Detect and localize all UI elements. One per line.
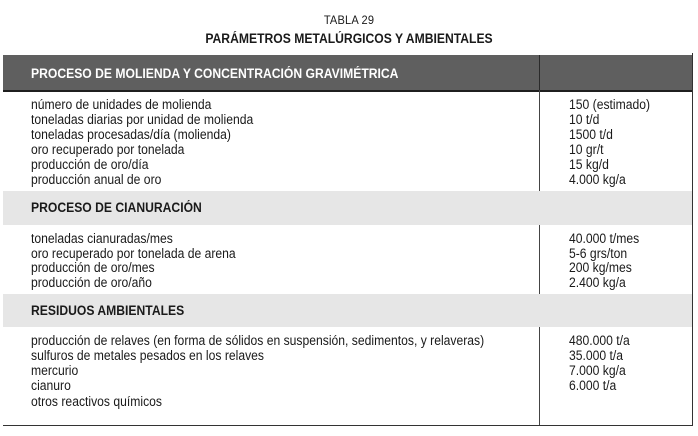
table-row-value: 6.000 t/a [569,378,617,393]
table-row-label: producción de oro/mes [31,260,155,275]
table-row-value: 2.400 kg/a [569,275,626,290]
table-row-value: 200 kg/mes [569,260,632,275]
section-header-cianuracion [3,191,692,225]
table-row-label: cianuro [31,378,71,393]
section-title-molienda: PROCESO DE MOLIENDA Y CONCENTRACIÓN GRAVIMÉTRICA [31,66,399,81]
table-row-label: toneladas cianuradas/mes [31,231,173,246]
table-row-label: producción de relaves (en forma de sólidos en suspensión, sedimentos, y relaveras) [31,333,485,348]
table-row-value: 480.000 t/a [569,333,630,348]
table-row-label: toneladas procesadas/día (molienda) [31,127,231,142]
table-row-value: 7.000 kg/a [569,363,626,378]
table-row-label: número de unidades de molienda [31,97,212,112]
table-row-label: toneladas diarias por unidad de molienda [31,112,254,127]
table-row-value: 15 kg/d [569,157,609,172]
table-row-label: producción anual de oro [31,172,162,187]
header-column-divider [539,55,540,90]
table-row-value: 10 gr/t [569,142,604,157]
table-row-value: 5-6 grs/ton [569,246,628,261]
table-caption-title: PARÁMETROS METALÚRGICOS Y AMBIENTALES [205,31,493,46]
table-row-label: oro recuperado por tonelada de arena [31,246,236,261]
table-row-label: sulfuros de metales pesados en los relaves [31,348,265,363]
section-header-molienda [3,55,692,92]
table-caption-label: TABLA 29 [323,13,375,27]
parameters-table [3,53,693,426]
table-row-value: 10 t/d [569,112,600,127]
table-row-value: 40.000 t/mes [569,231,640,246]
table-row-value: 35.000 t/a [569,348,624,363]
table-row-label: otros reactivos químicos [31,394,163,409]
table-row-label: mercurio [31,363,79,378]
table-row-value: 150 (estimado) [569,97,651,112]
table-row-label: producción de oro/día [31,157,149,172]
table-row-value: 4.000 kg/a [569,172,626,187]
table-row-label: oro recuperado por tonelada [31,142,185,157]
section-title-cianuracion: PROCESO DE CIANURACIÓN [31,200,202,215]
section-title-residuos: RESIDUOS AMBIENTALES [31,303,185,318]
column-divider [539,90,540,425]
table-row-value: 1500 t/d [569,127,613,142]
section-header-residuos [3,294,692,327]
table-row-label: producción de oro/año [31,275,152,290]
